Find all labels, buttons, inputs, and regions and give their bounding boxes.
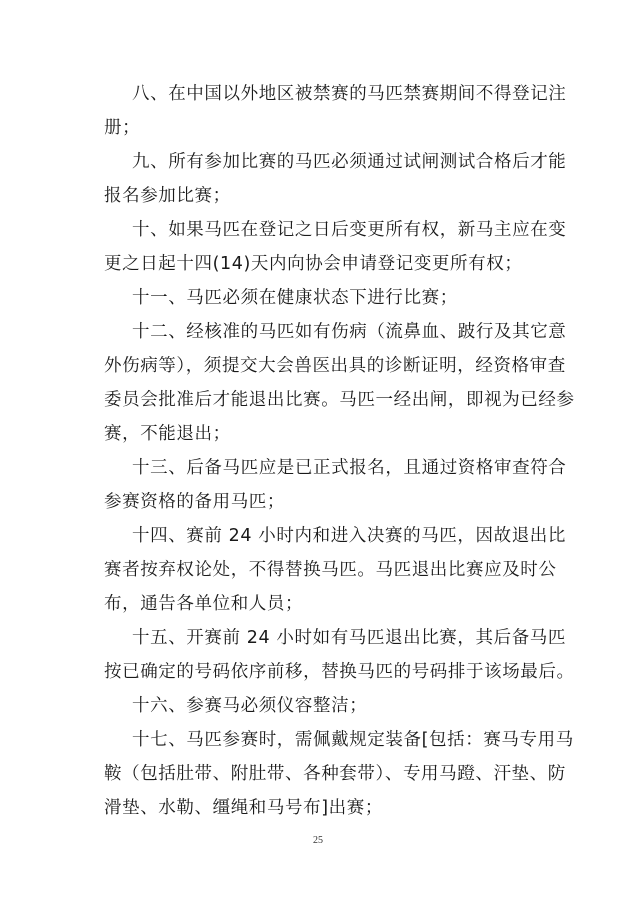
text-line: 鞍（包括肚带、附肚带、各种套带）、专用马蹬、汗垫、防 [104,764,566,784]
text-line: 十二、经核准的马匹如有伤病（流鼻血、跛行及其它意 [132,322,567,342]
text-line: 滑垫、水勒、缰绳和马号布]出赛； [104,798,383,818]
text-line: 赛者按弃权论处，不得替换马匹。马匹退出比赛应及时公 [104,560,557,580]
text-line: 参赛资格的备用马匹； [104,492,285,512]
text-line: 委员会批准后才能退出比赛。马匹一经出闸，即视为已经参 [104,390,575,410]
text-line: 九、所有参加比赛的马匹必须通过试闸测试合格后才能 [132,152,567,172]
text-line: 赛，不能退出； [104,424,231,444]
text-line: 十、如果马匹在登记之日后变更所有权，新马主应在变 [132,220,567,240]
text-line: 十七、马匹参赛时，需佩戴规定装备[包括：赛马专用马 [132,730,574,750]
text-line: 十一、马匹必须在健康状态下进行比赛； [132,288,458,308]
text-line: 十四、赛前 24 小时内和进入决赛的马匹，因故退出比 [132,526,566,546]
text-line: 报名参加比赛； [104,186,231,206]
text-line: 布，通告各单位和人员； [104,594,304,614]
text-line: 十五、开赛前 24 小时如有马匹退出比赛，其后备马匹 [132,628,566,648]
text-line: 十三、后备马匹应是已正式报名，且通过资格审查符合 [132,458,567,478]
text-line: 册； [104,118,141,138]
text-line: 按已确定的号码依序前移，替换马匹的号码排于该场最后。 [104,662,575,682]
text-line: 外伤病等），须提交大会兽医出具的诊断证明，经资格审查 [104,356,566,376]
page-number: 25 [313,835,323,846]
text-line: 更之日起十四(14)天内向协会申请登记变更所有权； [104,254,523,274]
text-line: 八、在中国以外地区被禁赛的马匹禁赛期间不得登记注 [132,84,567,104]
text-line: 十六、参赛马必须仪容整洁； [132,696,368,716]
